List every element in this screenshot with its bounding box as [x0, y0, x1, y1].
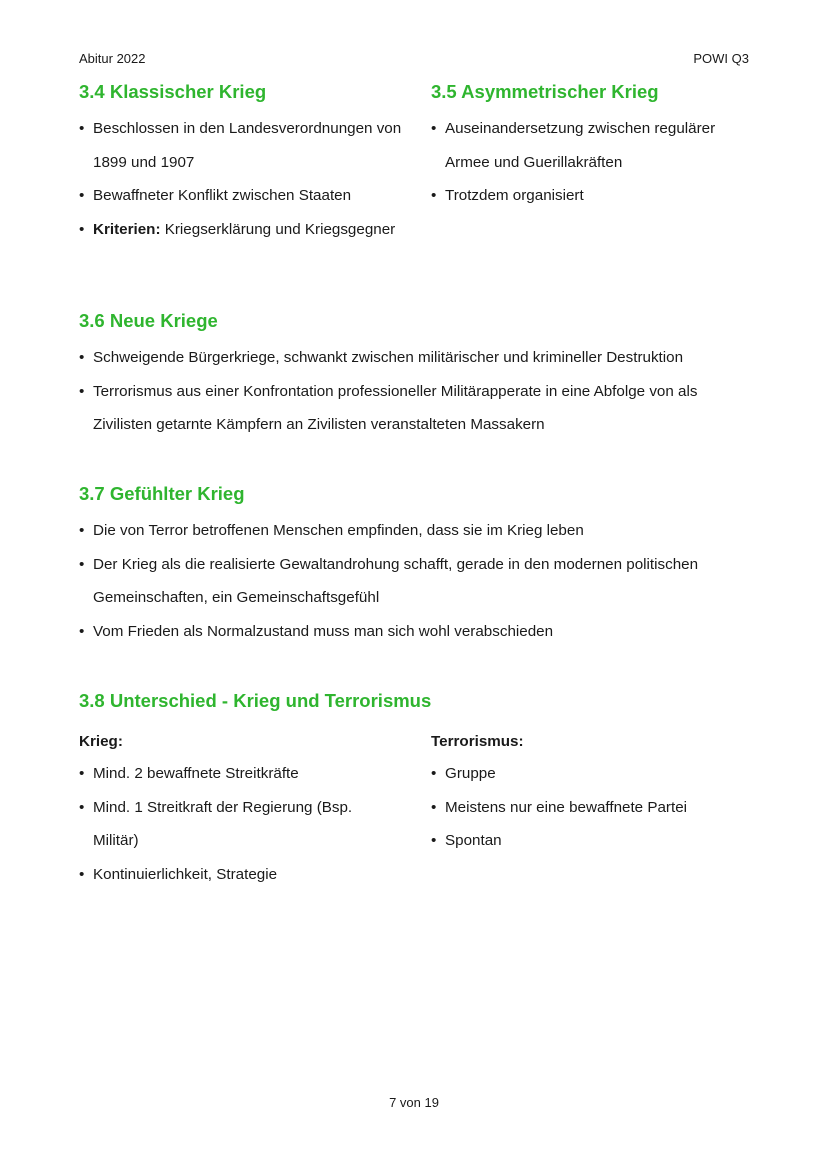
- list-3-5: [431, 112, 761, 213]
- list-3-7: [79, 514, 759, 648]
- list-item: • Beschlossen in den Landesverordnungen von 1899 und 1907: [79, 112, 409, 179]
- list-terrorismus: [431, 757, 761, 858]
- krieg-label: Krieg:: [79, 733, 123, 750]
- list-item: • Spontan: [431, 824, 761, 858]
- list-3-6: [79, 341, 759, 442]
- list-item: • Meistens nur eine bewaffnete Partei: [431, 791, 761, 825]
- list-item: • Gruppe: [431, 757, 761, 791]
- section-heading-3-7: 3.7 Gefühlter Krieg: [79, 483, 245, 504]
- list-item: • Mind. 2 bewaffnete Streitkräfte: [79, 757, 369, 791]
- terrorismus-label: Terrorismus:: [431, 733, 524, 750]
- section-heading-3-6: 3.6 Neue Kriege: [79, 310, 218, 331]
- list-krieg: [79, 757, 369, 891]
- section-heading-3-4: 3.4 Klassischer Krieg: [79, 81, 267, 102]
- header-right: POWI Q3: [693, 51, 749, 66]
- list-item: [79, 213, 409, 247]
- list-item: • Kontinuierlichkeit, Strategie: [79, 858, 369, 892]
- header-left: Abitur 2022: [79, 51, 146, 66]
- criteria-label: Kriterien:: [93, 220, 161, 238]
- list-item: • Mind. 1 Streitkraft der Regierung (Bsp. Militär): [79, 791, 369, 858]
- page-number: 7 von 19: [389, 1095, 439, 1110]
- list-item: • Trotzdem organisiert: [431, 179, 761, 213]
- criteria-text: Kriegserklärung und Kriegsgegner: [160, 220, 396, 238]
- list-item: • Bewaffneter Konflikt zwischen Staaten: [79, 179, 409, 213]
- list-item: • Auseinandersetzung zwischen regulärer Armee und Guerillakräften: [431, 112, 761, 179]
- list-item: • Schweigende Bürgerkriege, schwankt zwischen militärischer und krimineller Destruktion: [79, 341, 759, 375]
- list-item: • Die von Terror betroffenen Menschen empfinden, dass sie im Krieg leben: [79, 514, 759, 548]
- list-item: • Terrorismus aus einer Konfrontation professioneller Militärapperate in eine Abfolge von als Zivilisten getarnte Kämpfern an Zivilisten veranstalteten Massakern: [79, 375, 759, 442]
- list-item: • Der Krieg als die realisierte Gewaltandrohung schafft, gerade in den modernen politischen Gemeinschaften, ein Gemeinschaftsgefühl: [79, 548, 759, 615]
- section-heading-3-8: 3.8 Unterschied - Krieg und Terrorismus: [79, 690, 432, 711]
- section-heading-3-5: 3.5 Asymmetrischer Krieg: [431, 81, 659, 102]
- list-3-4: [79, 112, 409, 246]
- list-item: • Vom Frieden als Normalzustand muss man sich wohl verabschieden: [79, 615, 759, 649]
